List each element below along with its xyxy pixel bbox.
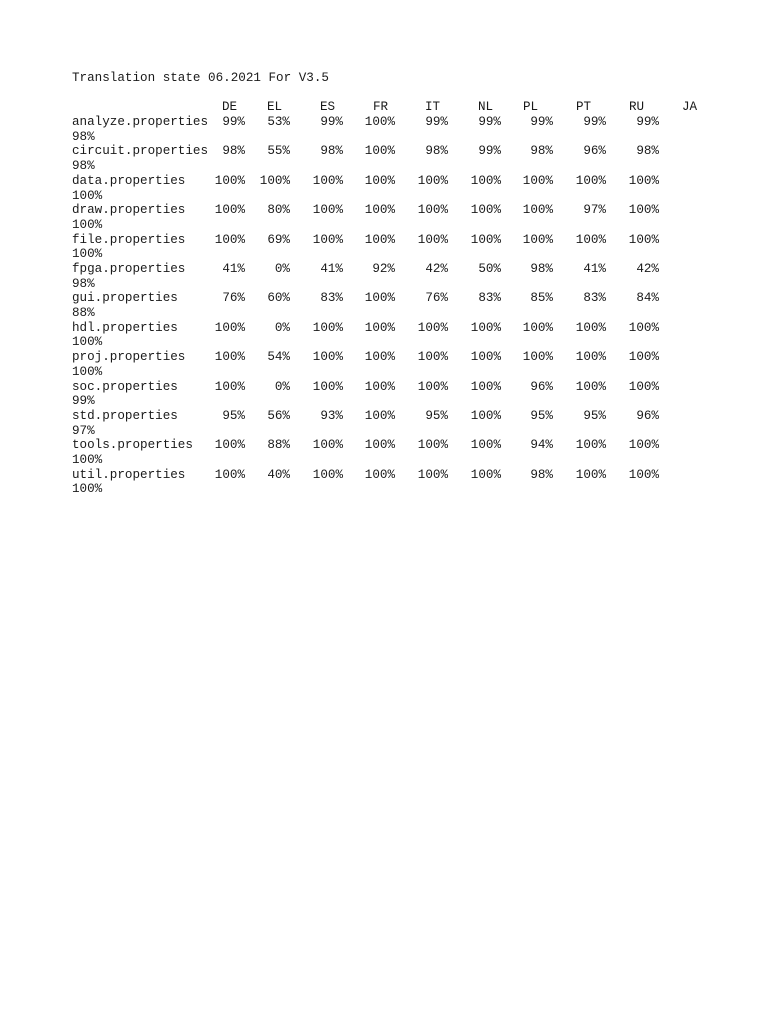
table-row bbox=[72, 350, 712, 379]
file-name: gui.properties bbox=[72, 291, 178, 306]
value-ja: 100% bbox=[72, 188, 103, 203]
value-pt: 100% bbox=[575, 467, 606, 482]
value-pt: 95% bbox=[583, 408, 606, 423]
value-es: 98% bbox=[320, 144, 343, 159]
value-nl: 50% bbox=[478, 262, 501, 277]
value-pl: 100% bbox=[522, 203, 553, 218]
value-el: 0% bbox=[274, 320, 290, 335]
value-de: 100% bbox=[214, 350, 245, 365]
language-header-nl: NL bbox=[478, 100, 494, 115]
value-nl: 100% bbox=[470, 379, 501, 394]
value-ru: 100% bbox=[628, 438, 659, 453]
file-name: data.properties bbox=[72, 173, 186, 188]
value-ja: 88% bbox=[72, 306, 95, 321]
value-ru: 100% bbox=[628, 232, 659, 247]
file-name: analyze.properties bbox=[72, 115, 209, 130]
value-pl: 99% bbox=[530, 115, 553, 130]
value-nl: 100% bbox=[470, 320, 501, 335]
value-pl: 100% bbox=[522, 232, 553, 247]
value-es: 83% bbox=[320, 291, 343, 306]
value-ja: 100% bbox=[72, 217, 103, 232]
value-nl: 99% bbox=[478, 144, 501, 159]
value-ja: 100% bbox=[72, 364, 103, 379]
language-header-it: IT bbox=[425, 100, 441, 115]
table-row bbox=[72, 262, 712, 291]
value-it: 100% bbox=[417, 320, 448, 335]
value-pl: 94% bbox=[530, 438, 553, 453]
value-pt: 100% bbox=[575, 438, 606, 453]
value-el: 0% bbox=[274, 262, 290, 277]
value-ja: 99% bbox=[72, 394, 95, 409]
value-de: 100% bbox=[214, 467, 245, 482]
value-fr: 100% bbox=[364, 203, 395, 218]
translation-table bbox=[72, 115, 712, 497]
value-pt: 41% bbox=[583, 262, 606, 277]
value-pl: 95% bbox=[530, 408, 553, 423]
table-row bbox=[72, 380, 712, 409]
value-es: 100% bbox=[312, 203, 343, 218]
value-ru: 98% bbox=[636, 144, 659, 159]
value-es: 100% bbox=[312, 320, 343, 335]
file-name: util.properties bbox=[72, 467, 186, 482]
language-header-ru: RU bbox=[629, 100, 645, 115]
value-ru: 100% bbox=[628, 350, 659, 365]
value-pt: 100% bbox=[575, 379, 606, 394]
file-name: std.properties bbox=[72, 408, 178, 423]
value-el: 88% bbox=[267, 438, 290, 453]
value-es: 99% bbox=[320, 115, 343, 130]
value-fr: 100% bbox=[364, 320, 395, 335]
value-pl: 100% bbox=[522, 350, 553, 365]
value-de: 100% bbox=[214, 173, 245, 188]
value-es: 100% bbox=[312, 379, 343, 394]
value-it: 100% bbox=[417, 232, 448, 247]
value-it: 76% bbox=[425, 291, 448, 306]
value-ru: 100% bbox=[628, 467, 659, 482]
value-ja: 98% bbox=[72, 129, 95, 144]
value-es: 100% bbox=[312, 173, 343, 188]
file-name: hdl.properties bbox=[72, 320, 178, 335]
value-es: 41% bbox=[320, 262, 343, 277]
value-de: 41% bbox=[222, 262, 245, 277]
value-de: 99% bbox=[222, 115, 245, 130]
value-ru: 100% bbox=[628, 379, 659, 394]
value-it: 100% bbox=[417, 203, 448, 218]
value-ja: 97% bbox=[72, 423, 95, 438]
value-pt: 83% bbox=[583, 291, 606, 306]
value-fr: 100% bbox=[364, 173, 395, 188]
value-fr: 100% bbox=[364, 232, 395, 247]
value-pl: 98% bbox=[530, 144, 553, 159]
language-header-de: DE bbox=[222, 100, 238, 115]
value-nl: 100% bbox=[470, 232, 501, 247]
value-pl: 98% bbox=[530, 467, 553, 482]
value-el: 55% bbox=[267, 144, 290, 159]
value-el: 40% bbox=[267, 467, 290, 482]
value-fr: 100% bbox=[364, 291, 395, 306]
value-fr: 100% bbox=[364, 350, 395, 365]
language-header-pl: PL bbox=[523, 100, 539, 115]
table-row bbox=[72, 438, 712, 467]
value-fr: 92% bbox=[372, 262, 395, 277]
value-fr: 100% bbox=[364, 115, 395, 130]
value-es: 100% bbox=[312, 467, 343, 482]
value-de: 100% bbox=[214, 379, 245, 394]
value-pt: 100% bbox=[575, 350, 606, 365]
value-de: 95% bbox=[222, 408, 245, 423]
value-el: 100% bbox=[259, 173, 290, 188]
language-header-row bbox=[72, 100, 712, 115]
language-header-fr: FR bbox=[373, 100, 389, 115]
file-name: circuit.properties bbox=[72, 144, 209, 159]
value-pl: 96% bbox=[530, 379, 553, 394]
file-name: tools.properties bbox=[72, 438, 193, 453]
value-de: 100% bbox=[214, 438, 245, 453]
value-pt: 100% bbox=[575, 173, 606, 188]
language-header-pt: PT bbox=[576, 100, 592, 115]
value-fr: 100% bbox=[364, 408, 395, 423]
value-pt: 96% bbox=[583, 144, 606, 159]
blank-line bbox=[72, 86, 712, 101]
value-pt: 100% bbox=[575, 232, 606, 247]
table-row bbox=[72, 409, 712, 438]
value-it: 100% bbox=[417, 438, 448, 453]
value-ru: 42% bbox=[636, 262, 659, 277]
value-pl: 100% bbox=[522, 173, 553, 188]
value-pt: 97% bbox=[583, 203, 606, 218]
value-fr: 100% bbox=[364, 379, 395, 394]
value-nl: 100% bbox=[470, 467, 501, 482]
value-fr: 100% bbox=[364, 438, 395, 453]
value-it: 42% bbox=[425, 262, 448, 277]
value-el: 60% bbox=[267, 291, 290, 306]
value-it: 98% bbox=[425, 144, 448, 159]
value-el: 0% bbox=[274, 379, 290, 394]
value-pl: 85% bbox=[530, 291, 553, 306]
value-nl: 100% bbox=[470, 203, 501, 218]
language-header-es: ES bbox=[320, 100, 336, 115]
value-el: 53% bbox=[267, 115, 290, 130]
value-pt: 100% bbox=[575, 320, 606, 335]
value-nl: 100% bbox=[470, 438, 501, 453]
file-name: soc.properties bbox=[72, 379, 178, 394]
value-de: 98% bbox=[222, 144, 245, 159]
value-nl: 100% bbox=[470, 350, 501, 365]
table-row bbox=[72, 233, 712, 262]
value-de: 100% bbox=[214, 232, 245, 247]
value-ru: 100% bbox=[628, 203, 659, 218]
language-header-el: EL bbox=[267, 100, 283, 115]
value-el: 54% bbox=[267, 350, 290, 365]
translation-report bbox=[72, 71, 712, 497]
file-name: fpga.properties bbox=[72, 262, 186, 277]
value-ja: 98% bbox=[72, 276, 95, 291]
value-ru: 100% bbox=[628, 320, 659, 335]
table-row bbox=[72, 468, 712, 497]
value-nl: 99% bbox=[478, 115, 501, 130]
value-de: 100% bbox=[214, 203, 245, 218]
value-ja: 100% bbox=[72, 335, 103, 350]
value-de: 76% bbox=[222, 291, 245, 306]
value-it: 100% bbox=[417, 467, 448, 482]
table-row bbox=[72, 291, 712, 320]
value-fr: 100% bbox=[364, 144, 395, 159]
table-row bbox=[72, 174, 712, 203]
value-pt: 99% bbox=[583, 115, 606, 130]
value-ja: 98% bbox=[72, 159, 95, 174]
value-it: 99% bbox=[425, 115, 448, 130]
value-ru: 84% bbox=[636, 291, 659, 306]
table-row bbox=[72, 115, 712, 144]
value-el: 80% bbox=[267, 203, 290, 218]
table-row bbox=[72, 321, 712, 350]
value-de: 100% bbox=[214, 320, 245, 335]
file-name: proj.properties bbox=[72, 350, 186, 365]
value-it: 100% bbox=[417, 379, 448, 394]
value-fr: 100% bbox=[364, 467, 395, 482]
report-title: Translation state 06.2021 For V3.5 bbox=[72, 71, 329, 85]
table-row bbox=[72, 203, 712, 232]
value-nl: 83% bbox=[478, 291, 501, 306]
table-row bbox=[72, 144, 712, 173]
value-pl: 100% bbox=[522, 320, 553, 335]
value-ja: 100% bbox=[72, 247, 103, 262]
value-ja: 100% bbox=[72, 453, 103, 468]
value-ru: 96% bbox=[636, 408, 659, 423]
value-es: 100% bbox=[312, 350, 343, 365]
file-name: draw.properties bbox=[72, 203, 186, 218]
file-name: file.properties bbox=[72, 232, 186, 247]
value-el: 69% bbox=[267, 232, 290, 247]
value-es: 93% bbox=[320, 408, 343, 423]
value-it: 100% bbox=[417, 350, 448, 365]
value-it: 95% bbox=[425, 408, 448, 423]
value-pl: 98% bbox=[530, 262, 553, 277]
value-es: 100% bbox=[312, 232, 343, 247]
value-ru: 100% bbox=[628, 173, 659, 188]
value-it: 100% bbox=[417, 173, 448, 188]
value-ja: 100% bbox=[72, 482, 103, 497]
value-nl: 100% bbox=[470, 173, 501, 188]
value-el: 56% bbox=[267, 408, 290, 423]
value-nl: 100% bbox=[470, 408, 501, 423]
value-es: 100% bbox=[312, 438, 343, 453]
value-ru: 99% bbox=[636, 115, 659, 130]
language-header-ja: JA bbox=[682, 100, 698, 115]
